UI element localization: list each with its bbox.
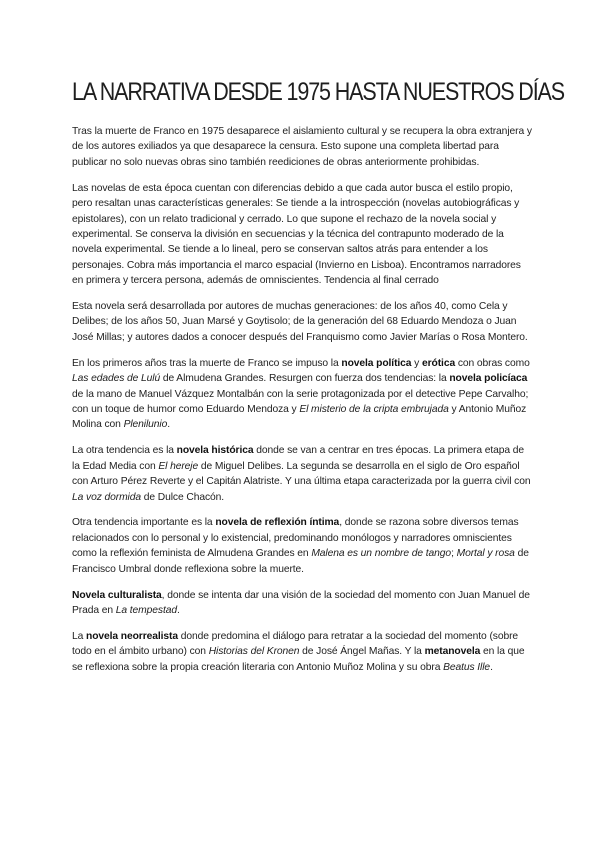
text-run: y Antonio Muñoz Molina con: [72, 404, 527, 431]
paragraph: [72, 124, 532, 170]
work-title: Mortal y rosa: [456, 548, 515, 560]
work-title: Beatus Ille: [443, 661, 491, 673]
text-run: Esta novela será desarrollada por autores de muchas generaciones: de los años 40, como Cela y Delibes; de los años 50, Juan Marsé y Goytisolo; de la generación del 68 Eduardo Mendoza o Juan José Millas; y autores dados a conocer después del Franquismo como Javier Marías o Rosa Montero.: [72, 301, 528, 343]
work-title: El hereje: [158, 460, 199, 472]
text-run: ;: [451, 548, 457, 560]
text-run: de Almudena Grandes. Resurgen con fuerza dos tendencias: la: [160, 373, 450, 385]
text-run: La: [72, 630, 87, 642]
bold-term: novela policíaca: [449, 373, 528, 385]
text-run: .: [490, 661, 493, 673]
text-run: Las novelas de esta época cuentan con diferencias debido a que cada autor busca el estilo propio, pero resaltan unas características generales: Se tiende a la introspección (novelas autobiográficas y epistolares), con un relato tradicional y cerrado. Lo que supone el rechazo de la novela social y experimental. Se conserva la división en secuencias y la técnica del contrapunto moderado de la novela experimental. Se tiende a lo lineal, pero se conservan saltos atrás para entender a los personajes. Cobra más importancia el marco espacial (Invierno en Lisboa). Encontramos narradores en primera y tercera persona, además de omniscientes. Tendencia al final cerrado: [72, 182, 521, 287]
text-run: de la mano de Manuel Vázquez Montalbán con la serie protagonizada por el detective Pepe Carvalho; con un toque de humor como Eduardo Mendoza y: [72, 388, 529, 415]
bold-term: Novela culturalista: [72, 589, 162, 601]
bold-term: novela de reflexión íntima: [215, 517, 340, 529]
text-run: , donde se intenta dar una visión de la sociedad del momento con Juan Manuel de Prada en: [72, 589, 530, 616]
paragraph: [72, 356, 532, 433]
text-run: y: [411, 357, 422, 369]
work-title: La tempestad: [115, 604, 177, 616]
paragraph: [72, 299, 532, 345]
text-run: en la que se reflexiona sobre la propia creación literaria con Antonio Muñoz Molina y su obra: [72, 646, 525, 673]
text-run: .: [176, 604, 180, 616]
paragraph: [72, 588, 532, 619]
work-title: Plenilunio: [123, 419, 168, 431]
text-run: Tras la muerte de Franco en 1975 desaparece el aislamiento cultural y se recupera la obra extranjera y de los autores exiliados ya que desaparece la censura. Esto supone una completa libertad para publicar no solo nuevas obras sino también reediciones de obras anteriormente prohibidas.: [72, 126, 532, 168]
page-title: LA NARRATIVA DESDE 1975 HASTA NUESTROS DÍAS: [72, 78, 565, 106]
bold-term: novela política: [341, 357, 412, 369]
text-run: de Dulce Chacón.: [141, 491, 225, 503]
text-run: .: [167, 419, 170, 431]
text-run: de José Ángel Mañas. Y la: [299, 646, 425, 658]
bold-term: erótica: [422, 357, 456, 369]
text-run: de Francisco Umbral donde reflexiona sobre la muerte.: [72, 548, 529, 575]
work-title: El misterio de la cripta embrujada: [299, 404, 449, 415]
text-run: , donde se razona sobre diversos temas relacionados con lo personal y lo existencial, predominando monólogos y narradores omniscientes como la reflexión feminista de Almudena Grandes en: [72, 517, 519, 560]
text-run: de Miguel Delibes. La segunda se desarrolla en el siglo de Oro español con Arturo Pérez Reverte y el Capitán Alatriste. Y una última etapa caracterizada por la guerra civil con: [72, 460, 531, 488]
text-run: con obras como: [455, 357, 530, 369]
text-run: La otra tendencia es la: [72, 445, 177, 457]
work-title: Malena es un nombre de tango: [311, 548, 452, 560]
work-title: La voz dormida: [72, 491, 141, 503]
paragraph: [72, 629, 532, 675]
work-title: Las edades de Lulú: [72, 373, 161, 385]
bold-term: novela histórica: [176, 445, 254, 457]
paragraph: [72, 181, 532, 289]
document-body: [72, 124, 532, 686]
text-run: Otra tendencia importante es la: [72, 517, 216, 529]
text-run: donde se van a centrar en tres épocas. La primera etapa de la Edad Media con: [72, 445, 525, 472]
bold-term: novela neorrealista: [86, 630, 178, 642]
paragraph: [72, 515, 532, 577]
bold-term: metanovela: [424, 646, 481, 658]
text-run: En los primeros años tras la muerte de Franco se impuso la: [72, 357, 342, 369]
text-run: donde predomina el diálogo para retratar a la sociedad del momento (sobre todo en el ámbito urbano) con: [72, 630, 519, 658]
work-title: Historias del Kronen: [208, 646, 300, 658]
paragraph: [72, 443, 532, 505]
